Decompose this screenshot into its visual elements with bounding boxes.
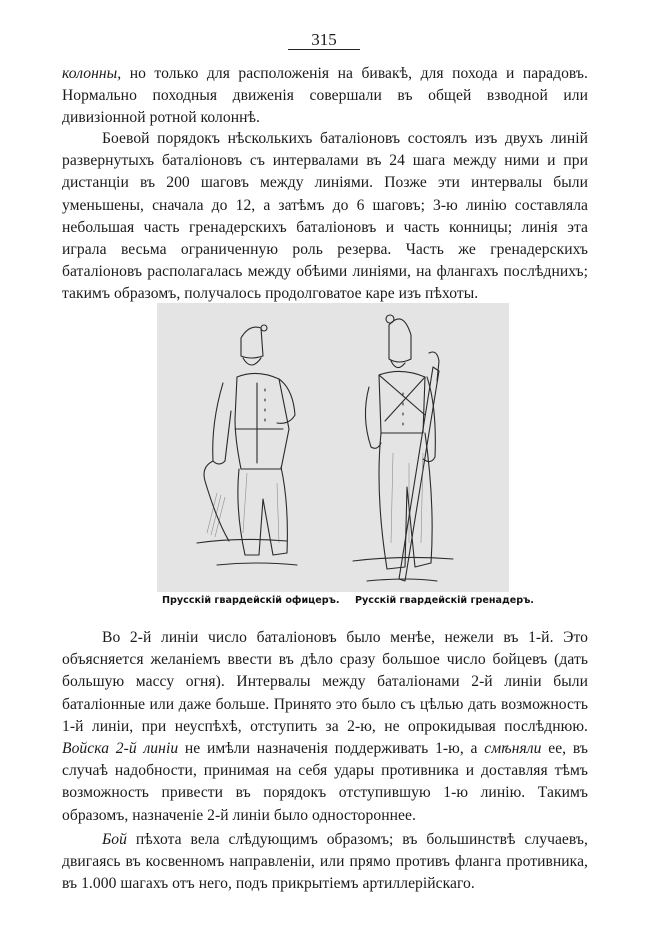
italic-term: колонны,: [62, 65, 122, 82]
soldiers-engraving-icon: [157, 303, 509, 592]
italic-term: Бой: [102, 831, 127, 848]
paragraph-text: Боевой порядокъ нѣсколькихъ баталіоновъ состоялъ изъ двухъ линій развернутыхъ баталіоновъ съ интервалами въ 24 шага между ними и при дистанціи въ 200 шаговъ между линіями. Позже эти интервалы были уменьшены, сначала до 12, а затѣмъ до 6 шаговъ; 3-ю линію составляла небольшая часть гренадерскихъ баталіоновъ и часть конницы; линія эта играла весьма ограниченную роль резерва. Часть же гренадерскихъ баталіоновъ располагалась между обѣими линіями, на флангахъ послѣднихъ; такимъ образомъ, получалось продолговатое каре изъ пѣхоты.: [62, 130, 588, 303]
italic-term: Войска 2-й линіи: [62, 740, 179, 758]
paragraph-combat: [62, 829, 588, 896]
paragraph-battle-order: [62, 128, 588, 306]
paragraph-text: Во 2-й линіи число баталіоновъ было менѣе, нежели въ 1-й. Это объясняется желаніемъ ввести въ дѣло сразу большое число бойцевъ (дать большую массу огня). Интервалы между баталіонами 2-й линіи были баталіонные или даже больше. Принято это было съ цѣлью дать возможность 1-й линіи, при неуспѣхѣ, отступить за 2-ю, не опрокидывая послѣднюю.: [62, 629, 588, 735]
paragraph-text: ее, въ случаѣ надобности, принимая на себя удары противника и доставляя тѣмъ возможность привести въ порядокъ отступившую 1-ю линію. Такимъ образомъ, назначеніе 2-й линіи было одностороннее.: [62, 740, 588, 824]
illustration-soldiers: [157, 303, 509, 592]
paragraph-second-line: [62, 627, 588, 827]
paragraph-text: не имѣли назначенія поддерживать 1-ю, а: [178, 740, 485, 758]
paragraph-continuation: [62, 63, 588, 130]
page-number: 315: [311, 30, 337, 49]
caption-prussian-officer: Прусскій гвардейскій офицеръ.: [162, 595, 340, 606]
caption-russian-grenadier: Русскій гвардейскій гренадеръ.: [355, 595, 534, 606]
page-number-rule: [288, 49, 360, 50]
paragraph-text: но только для расположенія на бивакѣ, для похода и парадовъ. Нормально походныя движенія совершали въ общей взводной или дивизіонной ротной колоннѣ.: [62, 65, 588, 127]
italic-term: смѣняли: [484, 740, 542, 758]
paragraph-text: пѣхота вела слѣдующимъ образомъ; въ большинствѣ случаевъ, двигаясь въ косвенномъ направленіи, или прямо противъ фланга противника, въ 1.000 шагахъ отъ него, подъ прикрытіемъ артиллерійскаго.: [62, 831, 588, 893]
